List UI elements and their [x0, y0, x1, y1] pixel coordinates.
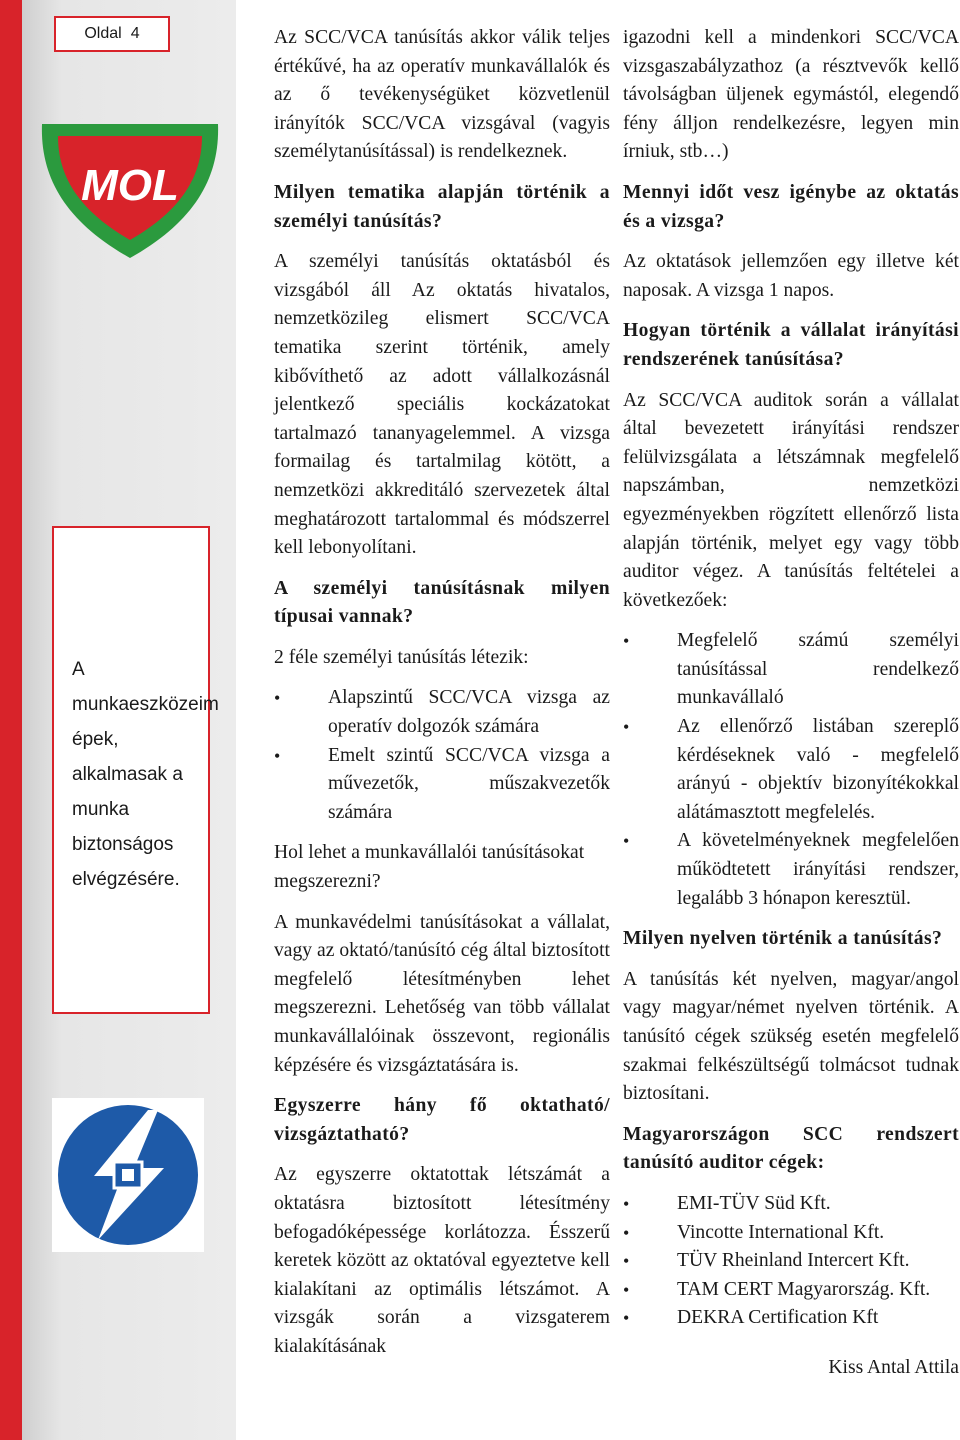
paragraph: A munkavédelmi tanúsításokat a vállalat, vagy az oktató/tanúsító cég által biztosított megfelelő létesítményben lehet megszerezni. Lehetőség van több vállalat munkavállalóinak összevont, regionális képzésére és vizsgáztatására is.: [274, 911, 610, 1076]
list-item: • DEKRA Certification Kft: [623, 1304, 959, 1333]
section-heading: A személyi tanúsításnak milyen típusai vannak?: [274, 577, 610, 628]
sidebar-quote: A munkaeszközeim épek, alkalmasak a munka biztonságos elvégzésére.: [72, 659, 219, 890]
list-item: • Vincotte International Kft.: [623, 1219, 959, 1248]
section-heading: Egyszerre hány fő oktatható/ vizsgáztatható?: [274, 1095, 610, 1145]
page-label: Oldal: [84, 25, 122, 42]
list-item: • TAM CERT Magyarország. Kft.: [623, 1276, 959, 1305]
list-item: • TÜV Rheinland Intercert Kft.: [623, 1247, 959, 1276]
section-heading: Mennyi időt vesz igénybe az oktatás és a vizsga?: [623, 181, 959, 232]
red-margin-band: [0, 0, 22, 1440]
right-column: [623, 24, 959, 1378]
paragraph: 2 féle személyi tanúsítás létezik:: [274, 646, 529, 668]
section-heading: Milyen tematika alapján történik a személyi tanúsítás?: [274, 181, 610, 232]
lightning-bolt-logo: [52, 1098, 204, 1252]
sidebar-quote-box: [52, 526, 219, 1014]
mol-logo-text: MOL: [81, 161, 179, 210]
section-heading: Hogyan történik a vállalat irányítási rendszerének tanúsítása?: [623, 320, 959, 370]
paragraph: Hol lehet a munkavállalói tanúsításokat megszerezni?: [274, 842, 585, 893]
certification-conditions-list: [623, 627, 959, 913]
paragraph: igazodni kell a mindenkori SCC/VCA vizsgaszabályzathoz (a résztvevők kellő távolságban üljenek egymástól, elegendő fény álljon rendelkezésre, legyen min írniuk, stb…): [623, 27, 959, 163]
middle-column: [274, 24, 610, 1362]
list-item: • Emelt szintű SCC/VCA vizsga a művezetők, műszakvezetők számára: [274, 742, 610, 828]
list-item: • A követelményeknek megfelelően működtetett irányítási rendszer, legalább 3 hónapon keresztül.: [623, 827, 959, 913]
list-item: • Alapszintű SCC/VCA vizsga az operatív dolgozók számára: [274, 684, 610, 741]
page-number: 4: [130, 25, 140, 42]
paragraph: A személyi tanúsítás oktatásból és vizsgából áll Az oktatás hivatalos, nemzetközileg elismert SCC/VCA tematika szerint történik, amely kibővíthető az adott vállalkozásnál jelentkező speciális kockázatokat tartalmazó tananyagelemmel. A vizsga formailag és tartalmilag kötött, a nemzetközi akkreditáló szervezetek által meghatározott tartalommal és módszerrel kell lebonyolítani.: [274, 251, 610, 559]
page-number-box: [54, 16, 170, 52]
paragraph: Az egyszerre oktatottak létszámát a oktatásra biztosított létesítmény befogadóképessége korlátozza. Ésszerű keretek között az oktatóval egyeztetve kell kialakítani az optimális létszámot. A vizsgák során a vizsgaterem kialakításának: [274, 1164, 610, 1357]
mol-logo: [34, 118, 226, 264]
author-signature: Kiss Antal Attila: [828, 1357, 959, 1378]
certification-types-list: [274, 684, 610, 827]
paragraph: A tanúsítás két nyelven, magyar/angol vagy magyar/német nyelven történik. A tanúsító cégek szükség esetén megfelelő szakmai felkészültségű tolmácsot tudnak biztosítani.: [623, 968, 959, 1105]
paragraph: Az SCC/VCA tanúsítás akkor válik teljes értékűvé, ha az operatív munkavállalók és az ő tevékenységüket közvetlenül irányítók SCC/VCA vizsgával (vagyis személytanúsítással) is rendelkeznek.: [274, 27, 610, 163]
section-heading: Magyarországon SCC rendszert tanúsító auditor cégek:: [623, 1123, 959, 1174]
list-item: • EMI-TÜV Süd Kft.: [623, 1190, 959, 1219]
section-heading: Milyen nyelven történik a tanúsítás?: [623, 928, 943, 950]
auditor-companies-list: [623, 1190, 959, 1333]
list-item: • Az ellenőrző listában szereplő kérdéseknek való - megfelelő arányú - objektív bizonyítékokkal alátámasztott megfelelés.: [623, 713, 959, 827]
list-item: • Megfelelő számú személyi tanúsítással rendelkező munkavállaló: [623, 627, 959, 713]
paragraph: Az oktatások jellemzően egy illetve két naposak. A vizsga 1 napos.: [623, 251, 959, 301]
paragraph: Az SCC/VCA auditok során a vállalat által bevezetett irányítási rendszer felülvizsgálata a létszámnak megfelelő napszámban, nemzetközi egyezményekben rögzített ellenőrző lista alapján történik, melyet egy vagy több auditor végez. A tanúsítás feltételei a következőek:: [623, 389, 959, 611]
